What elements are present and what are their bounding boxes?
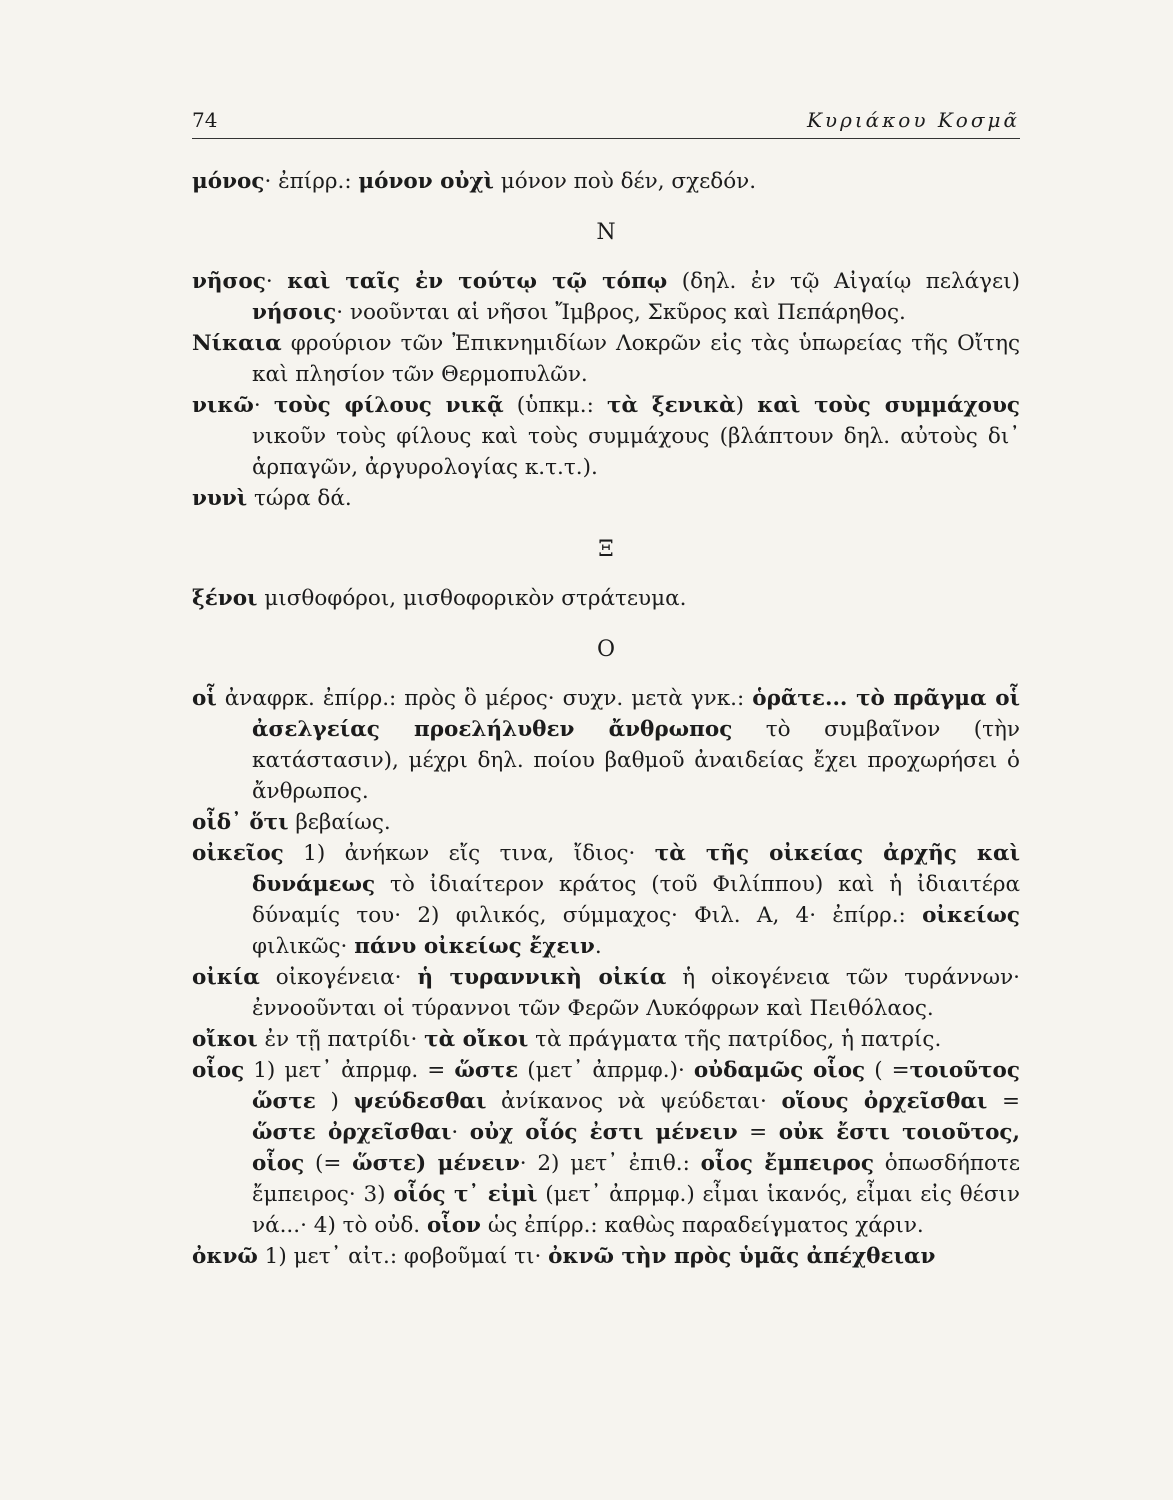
entry-term: τὰ ξενικὰ [607,393,736,418]
entry-term: τοιοῦτος ὥστε [252,1058,1020,1114]
section-letter: Ξ [598,537,614,562]
entry-text: ὡς ἐπίρρ.: καθὼς παραδείγματος χάριν. [480,1213,924,1238]
entry-text: · [265,269,288,294]
running-header [192,102,1020,139]
entry-term: οἰκία [192,965,260,990]
entry-term: οἷος [192,1058,245,1083]
entry-text: ἡ οἰκογένεια τῶν τυράννων· ἐννοοῦνται οἱ τύραννοι τῶν Φερῶν Λυκόφρων καὶ Πειθόλαος. [252,965,1020,1021]
lexicon-entry [192,1241,1020,1272]
entry-term: οὐδαμῶς οἷος [693,1058,866,1083]
entry-term: νυνὶ [192,486,248,511]
entry-text: τὸ συμβαῖνον (τὴν κατάστασιν), μέχρι δηλ. ποίου βαθμοῦ ἀναιδείας ἔχει προχωρήσει ὁ ἄνθρωπος. [252,717,1020,804]
entry-text: = [987,1089,1020,1114]
entry-text: ἀνίκανος νὰ ψεύδεται· [486,1089,782,1114]
entry-text: φρούριον τῶν Ἐπικνημιδίων Λοκρῶν εἰς τὰς ὑπωρείας τῆς Οἴτης καὶ πλησίον τῶν Θερμοπυλῶν. [252,331,1020,387]
entry-text: τὰ πράγματα τῆς πατρίδος, ἡ πατρίς. [528,1027,942,1052]
entry-term: οἰκεῖος [192,841,284,866]
entry-term: νικῶ [192,393,254,418]
section-letter: Ν [596,220,616,245]
entry-term: τοὺς φίλους νικᾷ [273,393,504,418]
entry-text: (= [304,1151,353,1176]
entry-text: 1) μετ᾽ αἰτ.: φοβοῦμαί τι· [257,1244,549,1269]
section-letter: Ο [596,637,616,662]
entry-term: μόνον οὐχὶ [358,169,494,194]
entry-text: · ἐπίρρ.: [264,169,359,194]
lexicon-entry [192,266,1020,328]
entry-term: ὁρᾶτε... τὸ πρᾶγμα οἷ ἀσελγείας προελήλυθεν ἄνθρωπος [252,686,1020,742]
entry-text: = [737,1120,779,1145]
entry-text: μόνον ποὺ δέν, σχεδόν. [493,169,757,194]
lexicon-body [192,166,1020,1272]
entry-text: ἐν τῇ πατρίδι· [257,1027,425,1052]
entry-text: νικοῦν τοὺς φίλους καὶ τοὺς συμμάχους (βλάπτουν δηλ. αὐτοὺς δι᾽ ἁρπαγῶν, ἀργυρολογίας κ.τ.τ.). [252,424,1020,480]
entry-term: οἰκείως [922,903,1020,928]
entry-term: νῆσος [192,269,266,294]
entry-text: 1) ἀνήκων εἴς τινα, ἴδιος· [283,841,655,866]
entry-text: · 2) μετ᾽ ἐπιθ.: [519,1151,701,1176]
entry-term: ὀκνῶ [192,1244,258,1269]
lexicon-entry [192,683,1020,807]
lexicon-entry [192,583,1020,614]
lexicon-entry [192,807,1020,838]
lexicon-entry [192,166,1020,197]
entry-term: ἡ τυραννικὴ οἰκία [417,965,667,990]
entry-term: καὶ ταῖς ἐν τούτῳ τῷ τόπῳ [287,269,668,294]
entry-term: ὀκνῶ τὴν πρὸς ὑμᾶς ἀπέχθειαν [548,1244,936,1269]
entry-term: νήσοις [252,300,337,325]
entry-text: ) [735,393,758,418]
entry-term: τὰ τῆς οἰκείας ἀρχῆς καὶ δυνάμεως [252,841,1020,897]
entry-text: (μετ᾽ ἀπρμφ.)· [518,1058,694,1083]
entry-text: ὁπωσδήποτε ἔμπειρος· 3) [252,1151,1020,1207]
entry-text: οἰκογένεια· [259,965,418,990]
entry-term: καὶ τοὺς συμμάχους [757,393,1020,418]
entry-term: τὰ οἴκοι [424,1027,529,1052]
entry-term: μόνος [192,169,265,194]
entry-term: οἷος ἔμπειρος [700,1151,874,1176]
entry-text: · [451,1120,470,1145]
running-title: Κυριάκου Κοσμᾶ [806,108,1020,132]
entry-term: ψεύδεσθαι [353,1089,487,1114]
entry-text: · [253,393,274,418]
entry-text: ἀναφρκ. ἐπίρρ.: πρὸς ὃ μέρος· συχν. μετὰ γνκ.: [216,686,753,711]
entry-term: ὥστε [454,1058,519,1083]
entry-text: · νοοῦνται αἱ νῆσοι Ἴμβρος, Σκῦρος καὶ Πεπάρηθος. [336,300,906,325]
entry-text: . [594,934,602,959]
entry-term: οἷ [192,686,217,711]
entry-term: ὥστε) μένειν [352,1151,520,1176]
entry-text: τὸ ἰδιαίτερον κράτος (τοῦ Φιλίππου) καὶ ἡ ἰδιαιτέρα δύναμίς του· 2) φιλικός, σύμμαχος· Φιλ. Α, 4· ἐπίρρ.: [252,872,1020,928]
entry-text: (ὑπκμ.: [503,393,608,418]
page-number: 74 [192,108,218,132]
lexicon-entry [192,1024,1020,1055]
lexicon-entry [192,483,1020,514]
entry-text: ( = [865,1058,910,1083]
lexicon-entry [192,1055,1020,1241]
entry-term: ξένοι [192,586,258,611]
entry-text: 1) μετ᾽ ἀπρμφ. = [244,1058,455,1083]
entry-text: μισθοφόροι, μισθοφορικὸν στράτευμα. [257,586,687,611]
entry-text: (δηλ. ἐν τῷ Αἰγαίῳ πελάγει) [667,269,1020,294]
entry-term: οἷον [426,1213,481,1238]
entry-term: οἶδ᾽ ὅτι [192,810,289,835]
entry-term: Νίκαια [192,331,282,356]
entry-text: (μετ᾽ ἀπρμφ.) εἶμαι ἱκανός, εἶμαι εἰς θέσιν νά...· 4) τὸ οὐδ. [252,1182,1020,1238]
entry-term: οἵους ὀρχεῖσθαι [781,1089,988,1114]
lexicon-entry [192,328,1020,390]
entry-term: οὐχ οἷός ἐστι μένειν [469,1120,738,1145]
lexicon-entry [192,962,1020,1024]
entry-text: βεβαίως. [288,810,391,835]
entry-term: πάνυ οἰκείως ἔχειν [354,934,595,959]
entry-text: φιλικῶς· [252,934,355,959]
entry-term: οἴκοι [192,1027,258,1052]
entry-term: οὐκ ἔστι τοιοῦτος, οἷος [252,1120,1020,1176]
entry-term: οἷός τ᾽ εἰμὶ [393,1182,538,1207]
entry-text: ) [315,1089,354,1114]
lexicon-entry [192,390,1020,483]
entry-term: ὥστε ὀρχεῖσθαι [252,1120,452,1145]
entry-text: τώρα δά. [247,486,352,511]
lexicon-entry [192,838,1020,962]
